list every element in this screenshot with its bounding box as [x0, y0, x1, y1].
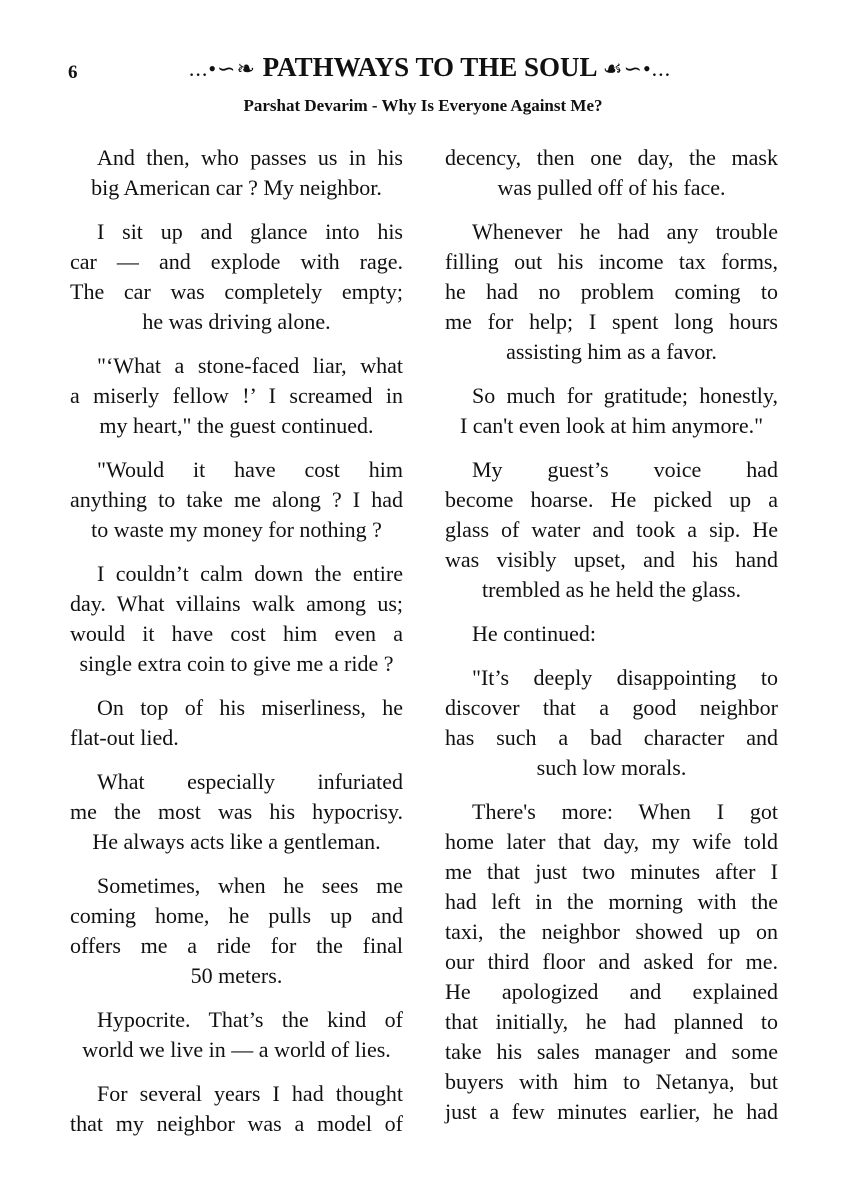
paragraph	[445, 797, 778, 1127]
paragraph	[445, 619, 778, 649]
text-line: For several years I had thought	[97, 1081, 403, 1106]
text-line: that my neighbor was a model of	[70, 1111, 403, 1136]
text-line: our third floor and asked for me.	[445, 949, 778, 974]
text-line: anything to take me along ? I had	[70, 487, 403, 512]
text-line: I sit up and glance into his	[97, 219, 403, 244]
text-line: has such a bad character and	[445, 725, 778, 750]
text-line: world we live in — a world of lies.	[82, 1037, 391, 1062]
text-line: filling out his income tax forms,	[445, 249, 778, 274]
text-line: "‘What a stone-faced liar, what	[97, 353, 403, 378]
text-line: had left in the morning with the	[445, 889, 778, 914]
ornament-left-icon: ...•∽❧	[188, 56, 256, 81]
paragraph	[445, 143, 778, 203]
text-line: such low morals.	[536, 755, 687, 780]
text-line: I couldn’t calm down the entire	[97, 561, 403, 586]
text-line: taxi, the neighbor showed up on	[445, 919, 778, 944]
text-line: "Would it have cost him	[97, 457, 403, 482]
chapter-subtitle: Parshat Devarim - Why Is Everyone Against Me?	[243, 96, 603, 115]
text-line: car — and explode with rage.	[70, 249, 403, 274]
text-line: a miserly fellow !’ I screamed in	[70, 383, 403, 408]
text-line: was pulled off of his face.	[497, 175, 726, 200]
text-line: "It’s deeply disappointing to	[472, 665, 778, 690]
text-line: me that just two minutes after I	[445, 859, 778, 884]
paragraph	[445, 455, 778, 605]
text-line: glass of water and took a sip. He	[445, 517, 778, 542]
text-line: to waste my money for nothing ?	[91, 517, 382, 542]
text-line: me the most was his hypocrisy.	[70, 799, 403, 824]
paragraph	[70, 559, 403, 679]
text-line: There's more: When I got	[472, 799, 778, 824]
text-line: take his sales manager and some	[445, 1039, 778, 1064]
paragraph	[70, 351, 403, 441]
paragraph	[70, 871, 403, 991]
text-line: me for help; I spent long hours	[445, 309, 778, 334]
paragraph	[70, 217, 403, 337]
text-line: I can't even look at him anymore."	[459, 413, 764, 438]
text-line: home later that day, my wife told	[445, 829, 778, 854]
paragraph	[70, 455, 403, 545]
text-line: just a few minutes earlier, he had	[445, 1099, 778, 1124]
paragraph	[70, 693, 403, 753]
text-line: assisting him as a favor.	[506, 339, 717, 364]
text-line: flat-out lied.	[70, 725, 179, 750]
running-header	[130, 52, 730, 83]
left-column	[70, 143, 403, 1153]
text-line: my heart," the guest continued.	[99, 413, 374, 438]
text-line: trembled as he held the glass.	[481, 577, 742, 602]
text-line: big American car ? My neighbor.	[91, 175, 382, 200]
text-line: So much for gratitude; honestly,	[472, 383, 778, 408]
text-line: 50 meters.	[190, 963, 283, 988]
text-line: He apologized and explained	[445, 979, 778, 1004]
text-line: that initially, he had planned to	[445, 1009, 778, 1034]
right-column	[445, 143, 778, 1141]
text-line: would it have cost him even a	[70, 621, 403, 646]
text-line: Hypocrite. That’s the kind of	[97, 1007, 403, 1032]
text-line: he was driving alone.	[142, 309, 331, 334]
paragraph	[70, 1079, 403, 1139]
text-line: He always acts like a gentleman.	[92, 829, 381, 854]
ornament-right-icon: ☙∽•...	[602, 56, 672, 81]
text-line: decency, then one day, the mask	[445, 145, 778, 170]
text-line: coming home, he pulls up and	[70, 903, 403, 928]
paragraph	[70, 1005, 403, 1065]
text-line: he had no problem coming to	[445, 279, 778, 304]
paragraph	[70, 767, 403, 857]
paragraph	[70, 143, 403, 203]
text-line: And then, who passes us in his	[97, 145, 403, 170]
text-line: offers me a ride for the final	[70, 933, 403, 958]
text-line: On top of his miserliness, he	[97, 695, 403, 720]
page-number: 6	[68, 62, 78, 83]
paragraph	[445, 381, 778, 441]
text-line: Whenever he had any trouble	[472, 219, 778, 244]
book-title: PATHWAYS TO THE SOUL	[262, 52, 597, 82]
text-line: become hoarse. He picked up a	[445, 487, 778, 512]
text-line: What especially infuriated	[97, 769, 403, 794]
text-line: was visibly upset, and his hand	[445, 547, 778, 572]
text-line: buyers with him to Netanya, but	[445, 1069, 778, 1094]
paragraph	[445, 663, 778, 783]
text-line: My guest’s voice had	[472, 457, 778, 482]
text-line: He continued:	[472, 621, 597, 646]
text-line: day. What villains walk among us;	[70, 591, 403, 616]
text-line: The car was completely empty;	[70, 279, 403, 304]
text-line: discover that a good neighbor	[445, 695, 778, 720]
text-line: Sometimes, when he sees me	[97, 873, 403, 898]
paragraph	[445, 217, 778, 367]
text-line: single extra coin to give me a ride ?	[79, 651, 394, 676]
